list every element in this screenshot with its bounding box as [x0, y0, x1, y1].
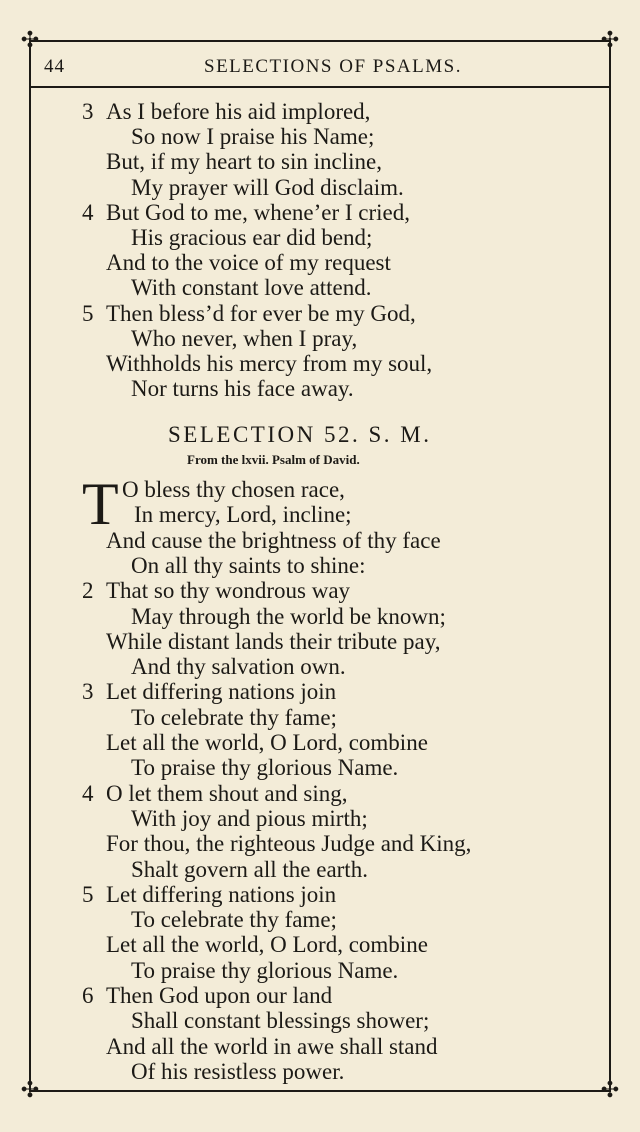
verse-text: That so thy wondrous way [106, 578, 351, 604]
verse-text: His gracious ear did bend; [131, 225, 373, 250]
verse-text: To celebrate thy fame; [131, 704, 337, 730]
drop-cap: T [82, 471, 119, 537]
verse-text: Of his resistless power. [131, 1058, 345, 1084]
top-border-rule [29, 40, 611, 42]
verse-number: 5 [82, 300, 94, 326]
verse-text: To praise thy glorious Name. [131, 957, 399, 983]
bottom-border-rule [29, 1090, 611, 1092]
verse-text: On all thy saints to shine: [131, 552, 366, 578]
verse-text: Let all the world, O Lord, combine [106, 730, 428, 755]
verse-line [106, 730, 428, 755]
verse-number: 6 [82, 983, 94, 1008]
verse-text: But, if my heart to sin incline, [106, 149, 382, 175]
verse-line [106, 629, 440, 654]
verse-line [131, 806, 368, 831]
verse-text: Withholds his mercy from my soul, [106, 351, 433, 376]
verse-text: Then bless’d for ever be my God, [106, 300, 416, 326]
verse-line [131, 225, 372, 250]
verse-first-line [82, 781, 347, 806]
verse-line [131, 907, 337, 932]
verse-line [106, 351, 432, 376]
page-number: 44 [44, 56, 65, 77]
verse-text: With joy and pious mirth; [131, 805, 368, 831]
verse-line [131, 1059, 344, 1084]
top-right-ornament-icon: ✣ [600, 28, 620, 53]
verse-text: Shall constant blessings shower; [131, 1008, 430, 1034]
verse-number: 4 [82, 199, 94, 225]
verse-first-line [82, 301, 416, 326]
verse-text: Then God upon our land [106, 983, 333, 1008]
verse-first-line [82, 99, 370, 124]
verse-text: To praise thy glorious Name. [131, 755, 399, 781]
verse-text: May through the world be known; [131, 603, 446, 629]
verse-number: 5 [82, 881, 94, 907]
verse-number: 3 [82, 679, 94, 705]
verse-line [131, 124, 374, 149]
verse-line [131, 604, 446, 629]
verse-text: And all the world in awe shall stand [106, 1033, 438, 1059]
verse-first-line [82, 983, 332, 1008]
top-left-ornament-icon: ✣ [20, 28, 40, 53]
verse-line [122, 477, 345, 502]
verse-text: Let differing nations join [106, 679, 337, 705]
verse-text: To celebrate thy fame; [131, 907, 337, 933]
right-border-rule [609, 40, 611, 1092]
verse-text: As I before his aid implored, [106, 99, 371, 124]
verse-line [131, 755, 398, 780]
verse-line [131, 376, 354, 401]
verse-line [106, 528, 441, 553]
verse-first-line [82, 679, 336, 704]
verse-text: But God to me, whene’er I cried, [106, 199, 411, 225]
verse-number: 3 [82, 99, 94, 124]
verse-text: So now I praise his Name; [131, 124, 375, 150]
verse-text: Nor turns his face away. [131, 376, 354, 402]
verse-text: And to the voice of my request [106, 250, 391, 276]
verse-line [131, 326, 357, 351]
verse-text: For thou, the righteous Judge and King, [106, 831, 472, 857]
verse-line [131, 654, 346, 679]
verse-text: My prayer will God disclaim. [131, 174, 404, 200]
verse-line [131, 553, 365, 578]
selection-title: SELECTION 52. S. M. [168, 422, 432, 447]
verse-text: In mercy, Lord, incline; [134, 502, 352, 528]
verse-line [131, 958, 398, 983]
verse-line [134, 502, 352, 527]
verse-first-line [82, 200, 410, 225]
left-border-rule [29, 40, 31, 1092]
verse-first-line [82, 578, 350, 603]
verse-line [106, 831, 471, 856]
verse-line [131, 175, 404, 200]
verse-line [106, 932, 428, 957]
verse-text: With constant love attend. [131, 275, 372, 301]
verse-text: O let them shout and sing, [106, 780, 348, 806]
verse-line [131, 1008, 429, 1033]
page-header [40, 56, 600, 80]
verse-text: Who never, when I pray, [131, 325, 358, 351]
verse-line [106, 149, 382, 174]
verse-line [131, 705, 337, 730]
selection-subtitle: From the lxvii. Psalm of David. [187, 452, 360, 467]
verse-number: 2 [82, 578, 94, 604]
verse-text: Let differing nations join [106, 881, 337, 907]
bottom-left-ornament-icon: ✣ [20, 1078, 40, 1103]
verse-line [131, 275, 372, 300]
verse-text: Let all the world, O Lord, combine [106, 932, 428, 958]
verse-text: And cause the brightness of thy face [106, 527, 441, 553]
verse-first-line [82, 882, 336, 907]
verse-line [106, 250, 391, 275]
verse-number: 4 [82, 780, 94, 806]
running-head: SELECTIONS OF PSALMS. [204, 56, 462, 77]
header-rule [29, 86, 611, 88]
verse-text: While distant lands their tribute pay, [106, 628, 441, 654]
verse-text: Shalt govern all the earth. [131, 856, 368, 882]
verse-line [131, 857, 368, 882]
verse-text: O bless thy chosen race, [122, 477, 345, 502]
verse-text: And thy salvation own. [131, 654, 346, 680]
bottom-right-ornament-icon: ✣ [600, 1078, 620, 1103]
verse-line [106, 1034, 438, 1059]
